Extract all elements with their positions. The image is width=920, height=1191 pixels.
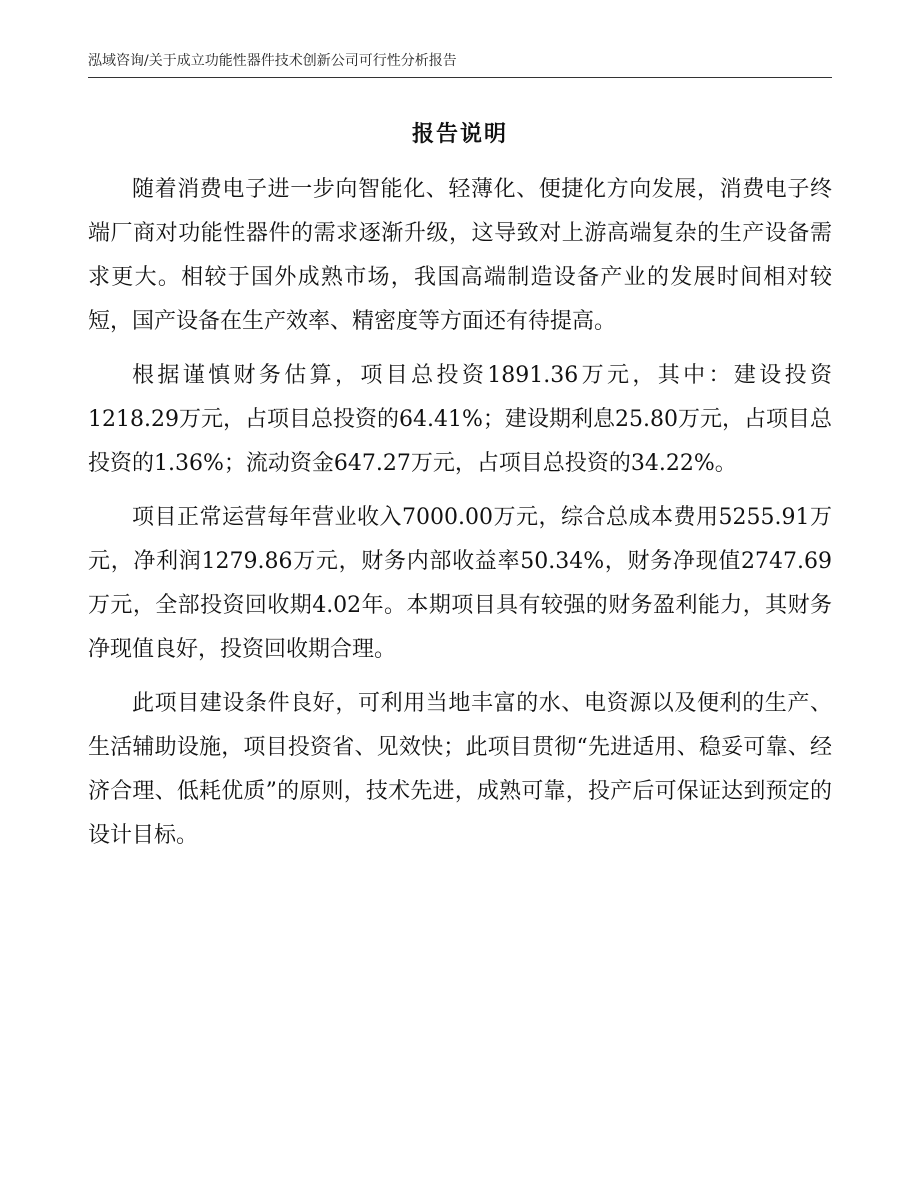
page-header: 泓域咨询/关于成立功能性器件技术创新公司可行性分析报告 <box>88 53 457 69</box>
document-body <box>88 168 832 868</box>
document-title: 报告说明 <box>411 122 508 147</box>
paragraph-financials: 项目正常运营每年营业收入7000.00万元，综合总成本费用5255.91万元，净利润1279.86万元，财务内部收益率50.34%，财务净现值2747.69万元，全部投资回收期4.02年。本期项目具有较强的财务盈利能力，其财务净现值良好，投资回收期合理。 <box>88 505 832 662</box>
paragraph-background: 随着消费电子进一步向智能化、轻薄化、便捷化方向发展，消费电子终端厂商对功能性器件的需求逐渐升级，这导致对上游高端复杂的生产设备需求更大。相较于国外成熟市场，我国高端制造设备产业的发展时间相对较短，国产设备在生产效率、精密度等方面还有待提高。 <box>88 177 832 334</box>
paragraph-conditions: 此项目建设条件良好，可利用当地丰富的水、电资源以及便利的生产、生活辅助设施，项目投资省、见效快；此项目贯彻“先进适用、稳妥可靠、经济合理、低耗优质”的原则，技术先进，成熟可靠，投产后可保证达到预定的设计目标。 <box>88 691 832 848</box>
paragraph-investment: 根据谨慎财务估算，项目总投资1891.36万元，其中：建设投资1218.29万元，占项目总投资的64.41%；建设期利息25.80万元，占项目总投资的1.36%；流动资金647.27万元，占项目总投资的34.22%。 <box>88 363 832 476</box>
header-divider <box>88 77 832 78</box>
